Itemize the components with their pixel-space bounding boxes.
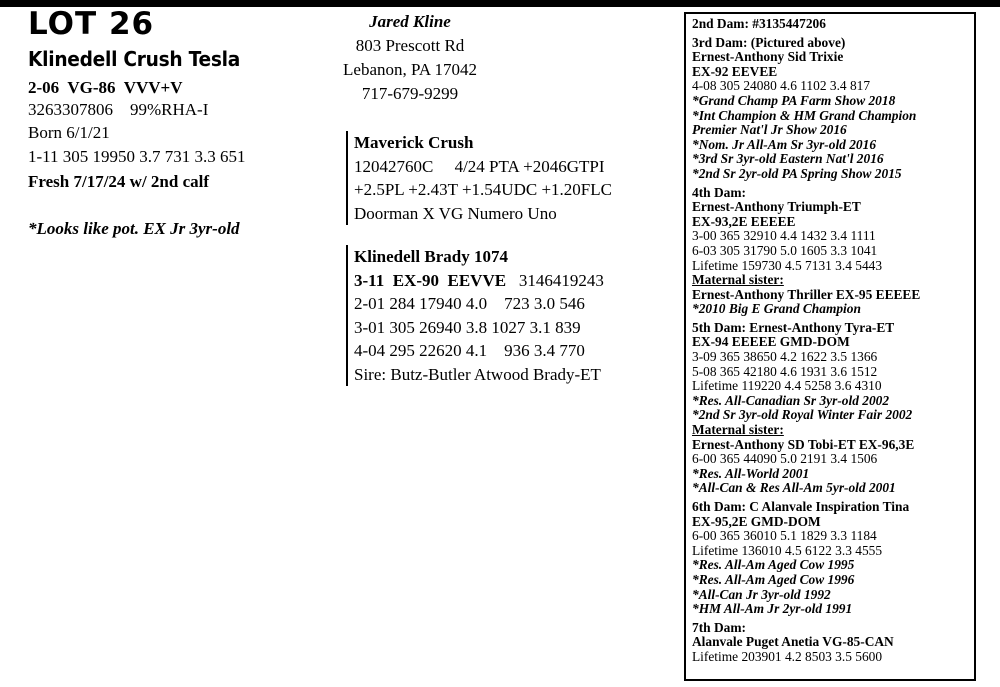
owner-phone: 717-679-9299 xyxy=(361,84,459,103)
pedigree-line: 6-00 365 36010 5.1 1829 3.3 1184 xyxy=(692,528,877,544)
pedigree-box xyxy=(684,12,976,681)
pedigree-line: 2nd Dam: #3135447206 xyxy=(692,16,826,31)
dam-registration: 3146419243 xyxy=(518,270,604,290)
dam-classification: 3-11 EX-90 EEVVE xyxy=(354,270,507,290)
dam-sire-line: Sire: Butz-Butler Atwood Brady-ET xyxy=(354,364,601,384)
pedigree-line: 3-00 365 32910 4.4 1432 3.4 1111 xyxy=(692,228,876,244)
pedigree-line: 5-08 365 42180 4.6 1931 3.6 1512 xyxy=(692,363,878,379)
cow-name: Klinedell Crush Tesla xyxy=(28,47,241,71)
pedigree-line: 7th Dam: xyxy=(692,619,746,635)
pedigree-line: *Res. All-Canadian Sr 3yr-old 2002 xyxy=(692,392,890,408)
pedigree-line: 3-09 365 38650 4.2 1622 3.5 1366 xyxy=(692,349,878,365)
sire-traits-line: +2.5PL +2.43T +1.54UDC +1.20FLC xyxy=(354,180,612,199)
pedigree-line: *All-Can Jr 3yr-old 1992 xyxy=(692,586,831,602)
pedigree-line: *2nd Sr 3yr-old Royal Winter Fair 2002 xyxy=(692,407,913,423)
dam-record-2: 3-01 305 26940 3.8 1027 3.1 839 xyxy=(354,317,581,337)
pedigree-line: EX-94 EEEEE GMD-DOM xyxy=(692,334,850,350)
dam-section xyxy=(346,245,604,386)
sire-code-line: 12042760C 4/24 PTA +2046GTPI xyxy=(354,156,605,176)
pedigree-line: 3rd Dam: (Pictured above) xyxy=(692,34,846,50)
pedigree-line: 6-00 365 44090 5.0 2191 3.4 1506 xyxy=(692,451,878,467)
pedigree-line: Ernest-Anthony SD Tobi-ET EX-96,3E xyxy=(692,436,915,452)
sire-pedigree-line: Doorman X VG Numero Uno xyxy=(354,203,557,223)
owner-name: Jared Kline xyxy=(369,12,451,31)
pedigree-line: *Grand Champ PA Farm Show 2018 xyxy=(692,92,896,108)
pedigree-line: *HM All-Am Jr 2yr-old 1991 xyxy=(692,601,853,617)
sire-section xyxy=(346,131,612,225)
pedigree-line: 4-08 305 24080 4.6 1102 3.4 817 xyxy=(692,78,871,94)
pedigree-line: 6-03 305 31790 5.0 1605 3.3 1041 xyxy=(692,242,878,258)
pedigree-line: *Res. All-Am Aged Cow 1995 xyxy=(692,557,855,573)
pedigree-line: *All-Can & Res All-Am 5yr-old 2001 xyxy=(692,480,896,496)
pedigree-line: Lifetime 159730 4.5 7131 3.4 5443 xyxy=(692,257,883,273)
dam-classification-line xyxy=(354,269,604,293)
dam-record-3: 4-04 295 22620 4.1 936 3.4 770 xyxy=(354,341,585,360)
pedigree-line: Ernest-Anthony Sid Trixie xyxy=(692,49,844,65)
pedigree-line: *Nom. Jr All-Am Sr 3yr-old 2016 xyxy=(692,136,877,152)
pedigree-line: Premier Nat'l Jr Show 2016 xyxy=(692,122,847,138)
pedigree-line: 5th Dam: Ernest-Anthony Tyra-ET xyxy=(692,319,895,335)
sire-name: Maverick Crush xyxy=(354,133,474,152)
comment-note: *Looks like pot. EX Jr 3yr-old xyxy=(28,219,240,238)
pedigree-line: *3rd Sr 3yr-old Eastern Nat'l 2016 xyxy=(692,151,884,167)
pedigree-line: EX-93,2E EEEEE xyxy=(692,213,796,229)
dam-name: Klinedell Brady 1074 xyxy=(354,247,508,266)
lot-number: LOT 26 xyxy=(28,6,155,42)
pedigree-line: *2nd Sr 2yr-old PA Spring Show 2015 xyxy=(692,165,902,181)
consignor-info xyxy=(230,10,590,106)
pedigree-line: Ernest-Anthony Thriller EX-95 EEEEE xyxy=(692,286,921,302)
registration-number: 3263307806 99%RHA-I xyxy=(28,100,209,119)
dam-record-1: 2-01 284 17940 4.0 723 3.0 546 xyxy=(354,294,585,313)
pedigree-line: EX-92 EEVEE xyxy=(692,63,778,79)
classification: 2-06 VG-86 VVV+V xyxy=(28,78,183,97)
fresh-date: Fresh 7/17/24 w/ 2nd calf xyxy=(28,172,210,191)
pedigree-line: 4th Dam: xyxy=(692,184,746,200)
pedigree-line: Maternal sister: xyxy=(692,422,784,438)
pedigree-line: Lifetime 119220 4.4 5258 3.6 4310 xyxy=(692,378,882,394)
birth-date: Born 6/1/21 xyxy=(28,123,110,142)
pedigree-line: *2010 Big E Grand Champion xyxy=(692,301,861,317)
pedigree-line: *Res. All-Am Aged Cow 1996 xyxy=(692,571,855,587)
pedigree-line: 6th Dam: C Alanvale Inspiration Tina xyxy=(692,499,910,514)
pedigree-line: Lifetime 203901 4.2 8503 3.5 5600 xyxy=(692,648,883,664)
owner-address-line-1: 803 Prescott Rd xyxy=(355,36,465,55)
pedigree-line: Lifetime 136010 4.5 6122 3.3 4555 xyxy=(692,542,883,558)
pedigree-line: *Int Champion & HM Grand Champion xyxy=(692,107,917,123)
production-record: 1-11 305 19950 3.7 731 3.3 651 xyxy=(28,147,246,166)
pedigree-line: Alanvale Puget Anetia VG-85-CAN xyxy=(692,634,894,650)
owner-address-line-2: Lebanon, PA 17042 xyxy=(343,60,477,79)
pedigree-line: Maternal sister: xyxy=(692,272,784,288)
pedigree-line: EX-95,2E GMD-DOM xyxy=(692,513,821,529)
pedigree-line: Ernest-Anthony Triumph-ET xyxy=(692,199,861,215)
pedigree-line: *Res. All-World 2001 xyxy=(692,465,810,481)
